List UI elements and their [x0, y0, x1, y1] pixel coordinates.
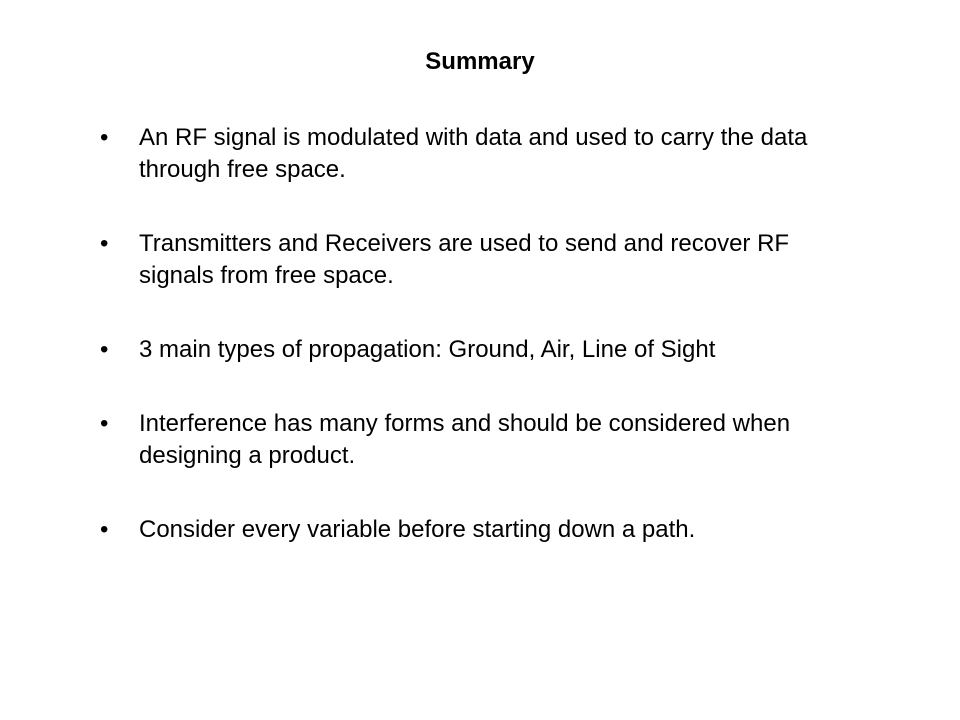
bullet-icon: • — [100, 410, 109, 437]
bullet-icon: • — [100, 124, 109, 151]
bullet-text: Transmitters and Receivers are used to send and recover RF signals from free space. — [139, 230, 790, 289]
slide-title: Summary — [425, 48, 535, 75]
bullet-icon: • — [100, 516, 109, 543]
bullet-text: 3 main types of propagation: Ground, Air, Line of Sight — [139, 336, 716, 363]
bullet-text: Consider every variable before starting down a path. — [139, 516, 696, 543]
bullet-item — [100, 228, 840, 292]
bullet-icon: • — [100, 336, 109, 363]
bullet-list — [100, 122, 840, 588]
bullet-icon: • — [100, 230, 109, 257]
bullet-item — [100, 334, 840, 366]
bullet-item — [100, 408, 840, 472]
bullet-text: Interference has many forms and should be considered when designing a product. — [139, 410, 791, 469]
bullet-item — [100, 514, 840, 546]
bullet-text: An RF signal is modulated with data and used to carry the data through free space. — [139, 124, 808, 183]
bullet-item — [100, 122, 840, 186]
